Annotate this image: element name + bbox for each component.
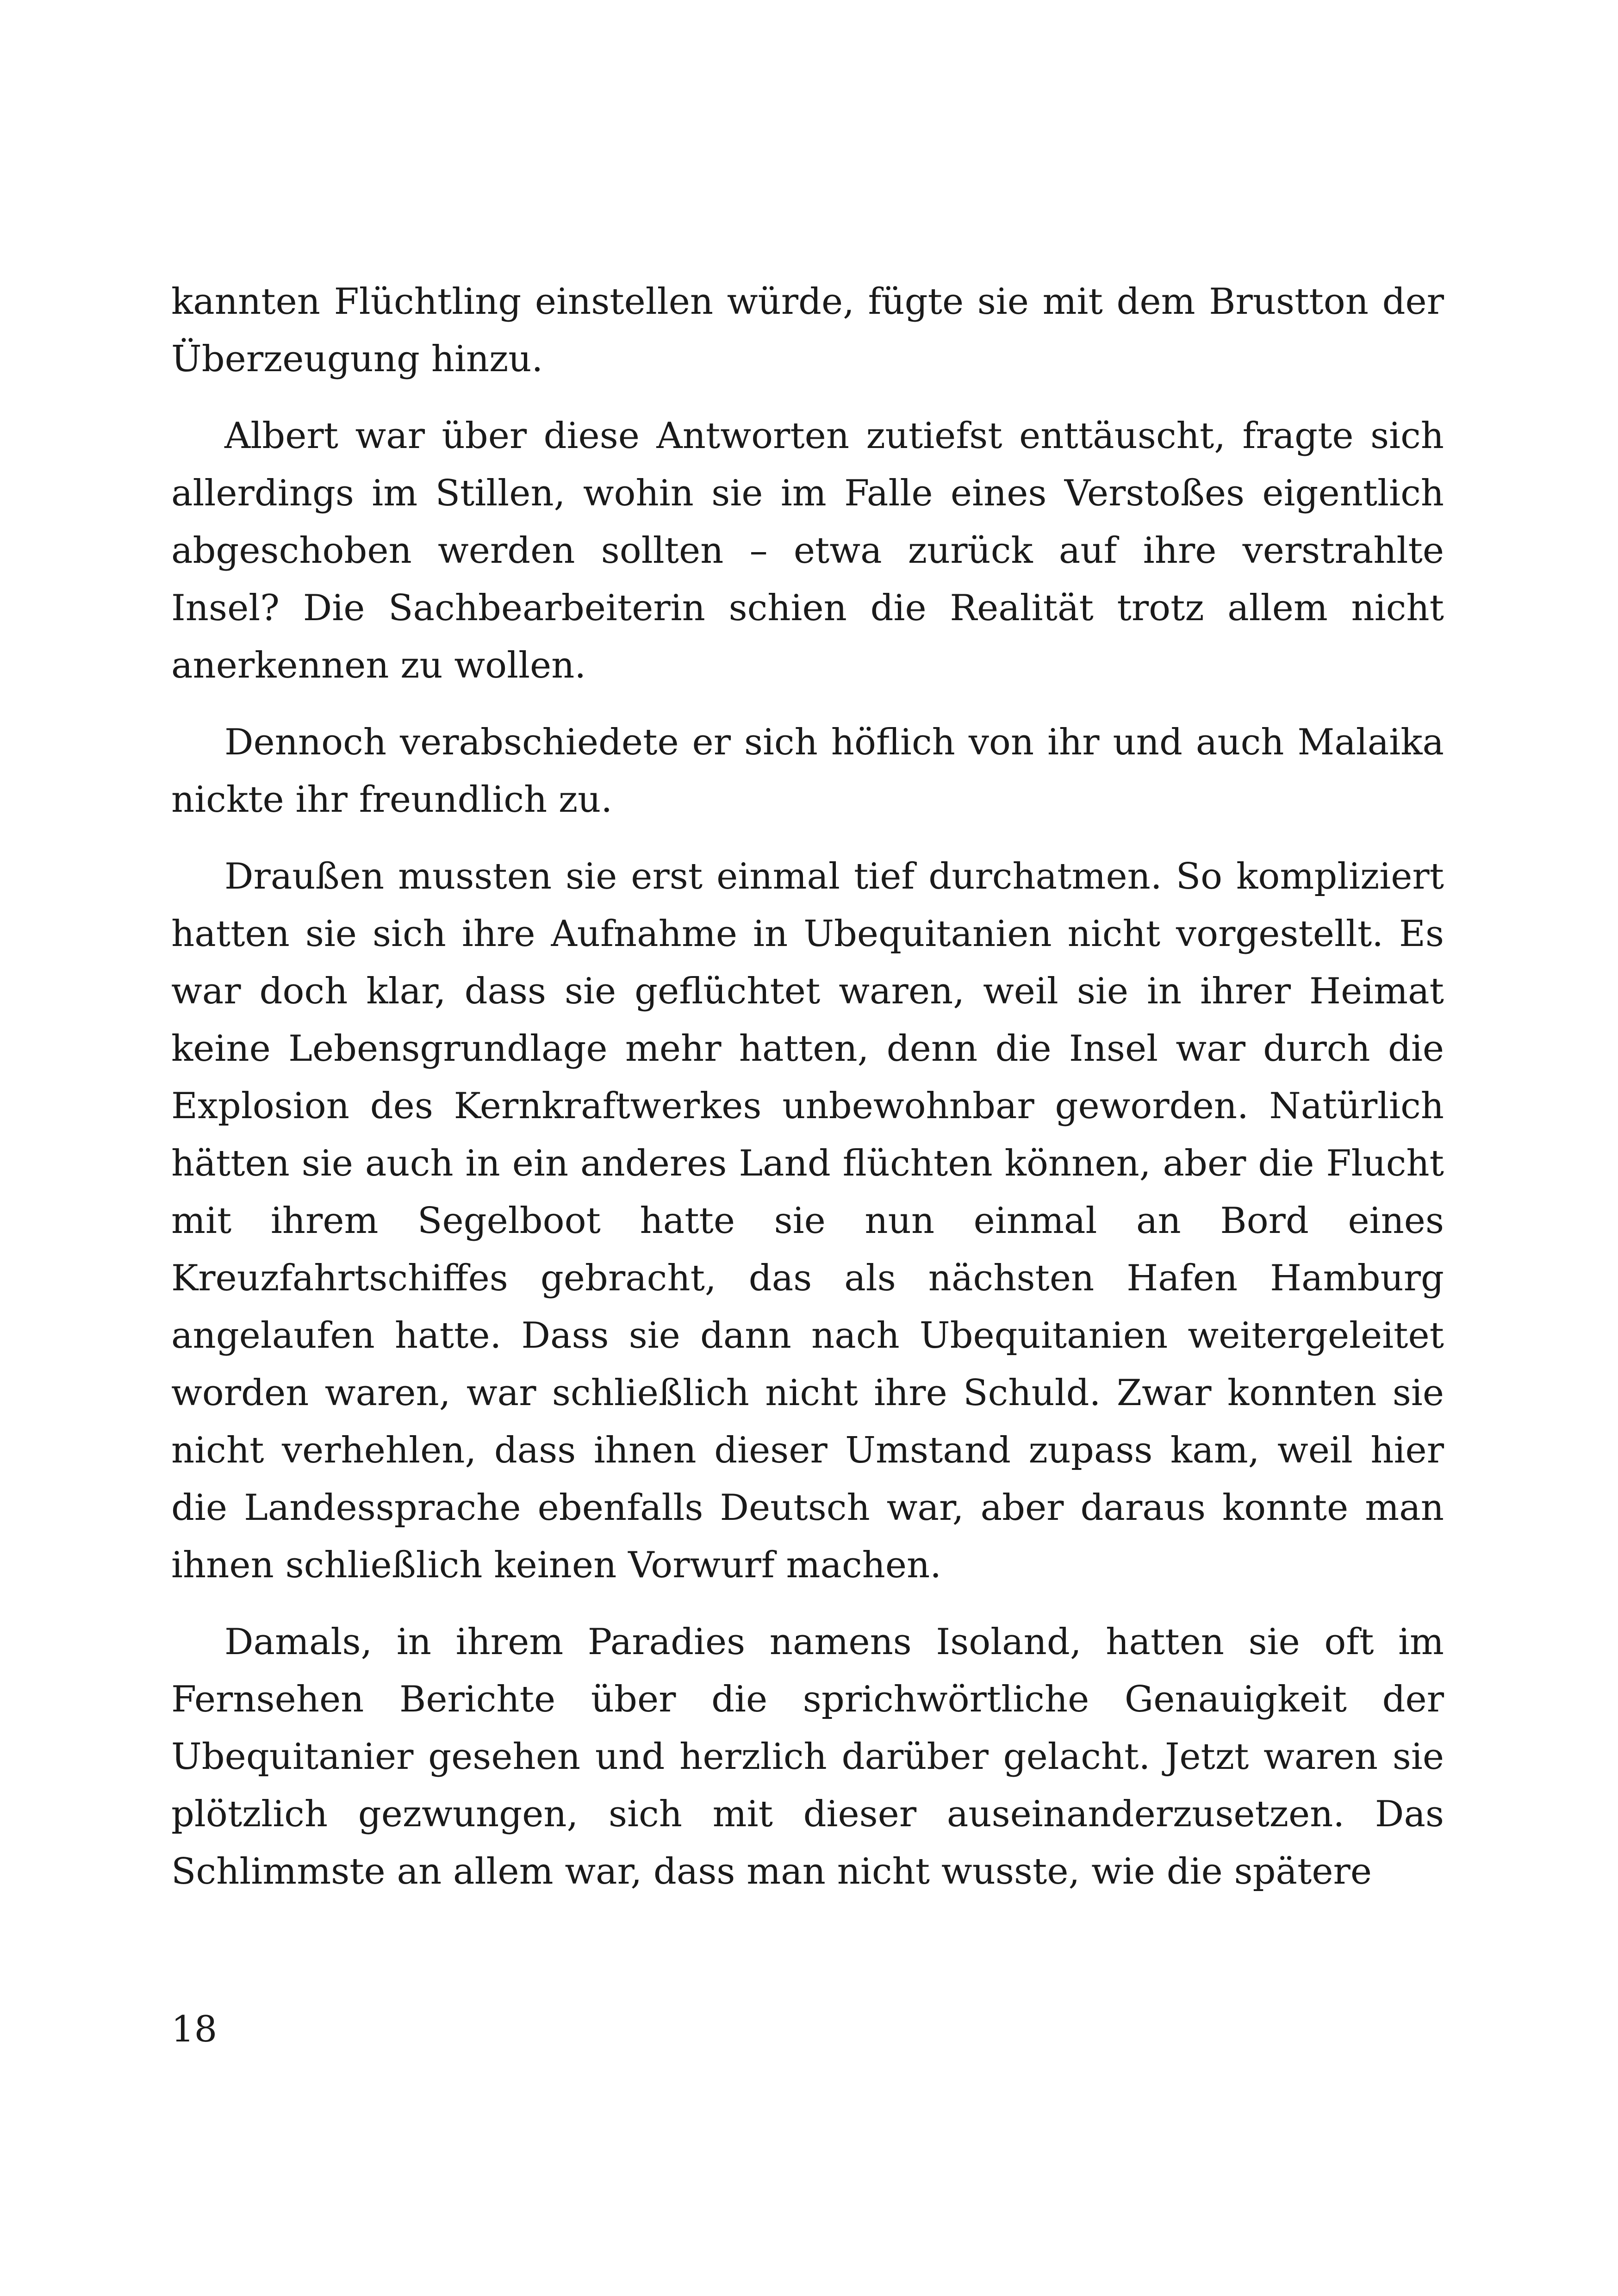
paragraph-4: Draußen mussten sie erst einmal tief durchatmen. So kompliziert hatten sie sich ihre Aufnahme in Ubequitanien nicht vorgestellt. Es war doch klar, dass sie geflüchtet waren, weil sie in ihrer Heimat keine Lebensgrundlage mehr hatten, denn die Insel war durch die Explosion des Kernkraftwerkes unbewohnbar geworden. Natürlich hätten sie auch in ein anderes Land flüchten können, aber die Flucht mit ihrem Segelboot hatte sie nun einmal an Bord eines Kreuzfahrtschiffes gebracht, das als nächsten Hafen Hamburg angelaufen hatte. Dass sie dann nach Ubequitanien weitergeleitet worden waren, war schließlich nicht ihre Schuld. Zwar konnten sie nicht verhehlen, dass ihnen dieser Umstand zupass kam, weil hier die Landessprache ebenfalls Deutsch war, aber daraus konnte man ihnen schließlich keinen Vorwurf machen. — [171, 856, 1444, 1586]
paragraph-2: Albert war über diese Antworten zutiefst enttäuscht, fragte sich allerdings im Stillen, wohin sie im Falle eines Verstoßes eigentlich abgeschoben werden sollten – etwa zurück auf ihre verstrahlte Insel? Die Sachbearbeiterin schien die Realität trotz allem nicht anerkennen zu wollen. — [171, 415, 1444, 686]
paragraph-1: kannten Flüchtling einstellen würde, fügte sie mit dem Brustton der Überzeugung hinzu. — [171, 281, 1444, 380]
paragraph-5: Damals, in ihrem Paradies namens Isoland, hatten sie oft im Fernsehen Berichte über die sprichwörtliche Genauigkeit der Ubequitanier gesehen und herzlich darüber gelacht. Jetzt waren sie plötzlich gezwungen, sich mit dieser auseinanderzusetzen. Das Schlimmste an allem war, dass man nicht wusste, wie die spätere — [171, 1621, 1444, 1892]
page-number: 18 — [171, 2009, 218, 2050]
paragraph-3: Dennoch verabschiedete er sich höflich von ihr und auch Malaika nickte ihr freundlich zu. — [171, 722, 1444, 821]
body-text — [171, 273, 1444, 1920]
